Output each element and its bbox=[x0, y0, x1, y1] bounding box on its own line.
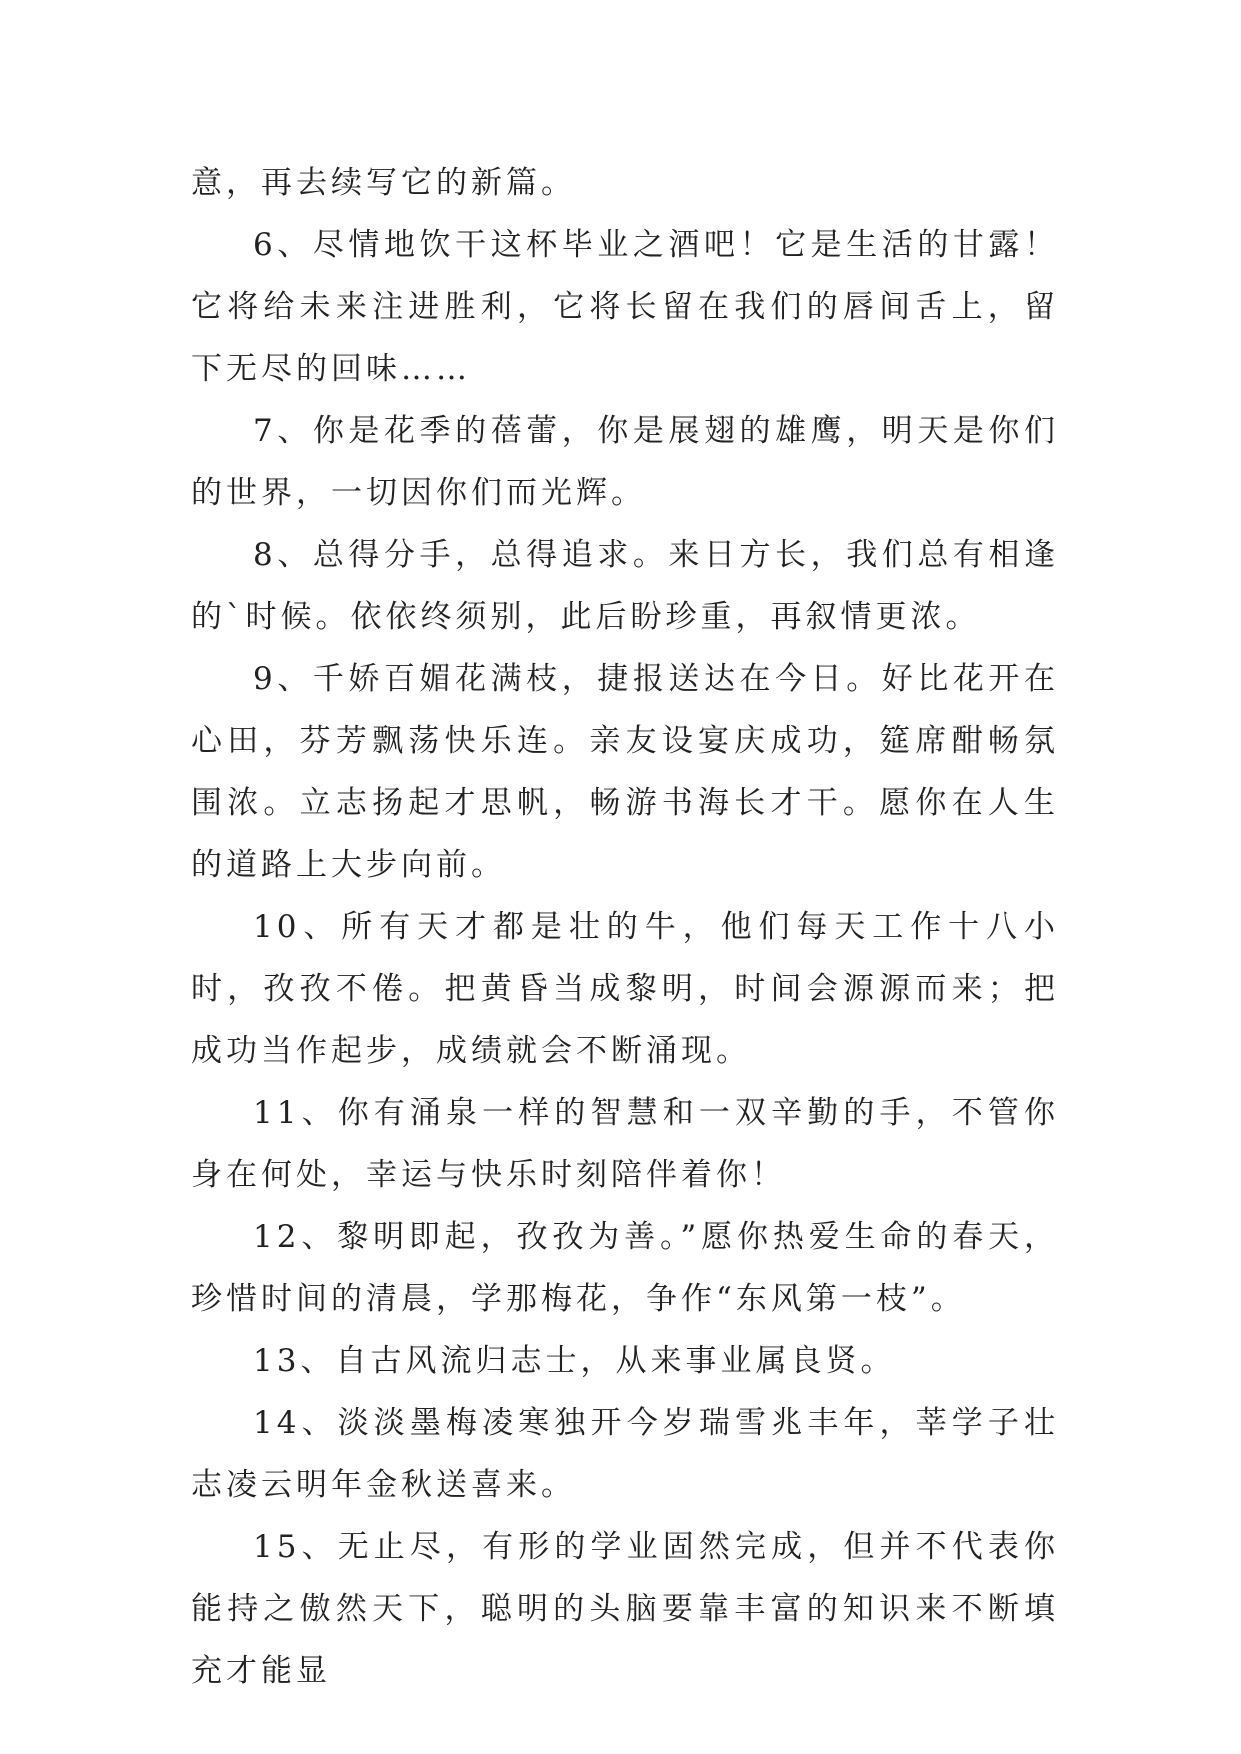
paragraph-item-14: 14、淡淡墨梅凌寒独开今岁瑞雪兆丰年，莘学子壮志凌云明年金秋送喜来。 bbox=[191, 1405, 1059, 1503]
paragraph-item-8: 8、总得分手，总得追求。来日方长，我们总有相逢的`时候。依依终须别，此后盼珍重，再叙情更浓。 bbox=[191, 537, 1059, 635]
paragraph-item-15: 15、无止尽，有形的学业固然完成，但并不代表你能持之傲然天下，聪明的头脑要靠丰富的知识来不断填充才能显 bbox=[191, 1529, 1059, 1689]
paragraph-item-6: 6、尽情地饮干这杯毕业之酒吧！它是生活的甘露！它将给未来注进胜利，它将长留在我们的唇间舌上，留下无尽的回味…… bbox=[191, 227, 1059, 387]
paragraph-item-9: 9、千娇百媚花满枝，捷报送达在今日。好比花开在心田，芬芳飘荡快乐连。亲友设宴庆成功，筵席酣畅氛围浓。立志扬起才思帆，畅游书海长才干。愿你在人生的道路上大步向前。 bbox=[191, 661, 1059, 883]
paragraph-item-7: 7、你是花季的蓓蕾，你是展翅的雄鹰，明天是你们的世界，一切因你们而光辉。 bbox=[191, 413, 1059, 511]
paragraph-item-11: 11、你有涌泉一样的智慧和一双辛勤的手，不管你身在何处，幸运与快乐时刻陪伴着你！ bbox=[191, 1095, 1059, 1193]
document-body bbox=[191, 152, 1059, 1702]
paragraph-item-13: 13、自古风流归志士，从来事业属良贤。 bbox=[253, 1343, 896, 1379]
paragraph-item-12: 12、黎明即起，孜孜为善。”愿你热爱生命的春天，珍惜时间的清晨，学那梅花，争作“东风第一枝”。 bbox=[191, 1219, 1059, 1317]
paragraph-item-10: 10、所有天才都是壮的牛，他们每天工作十八小时，孜孜不倦。把黄昏当成黎明，时间会源源而来；把成功当作起步，成绩就会不断涌现。 bbox=[191, 909, 1059, 1069]
paragraph-continuation: 意，再去续写它的新篇。 bbox=[191, 165, 576, 201]
